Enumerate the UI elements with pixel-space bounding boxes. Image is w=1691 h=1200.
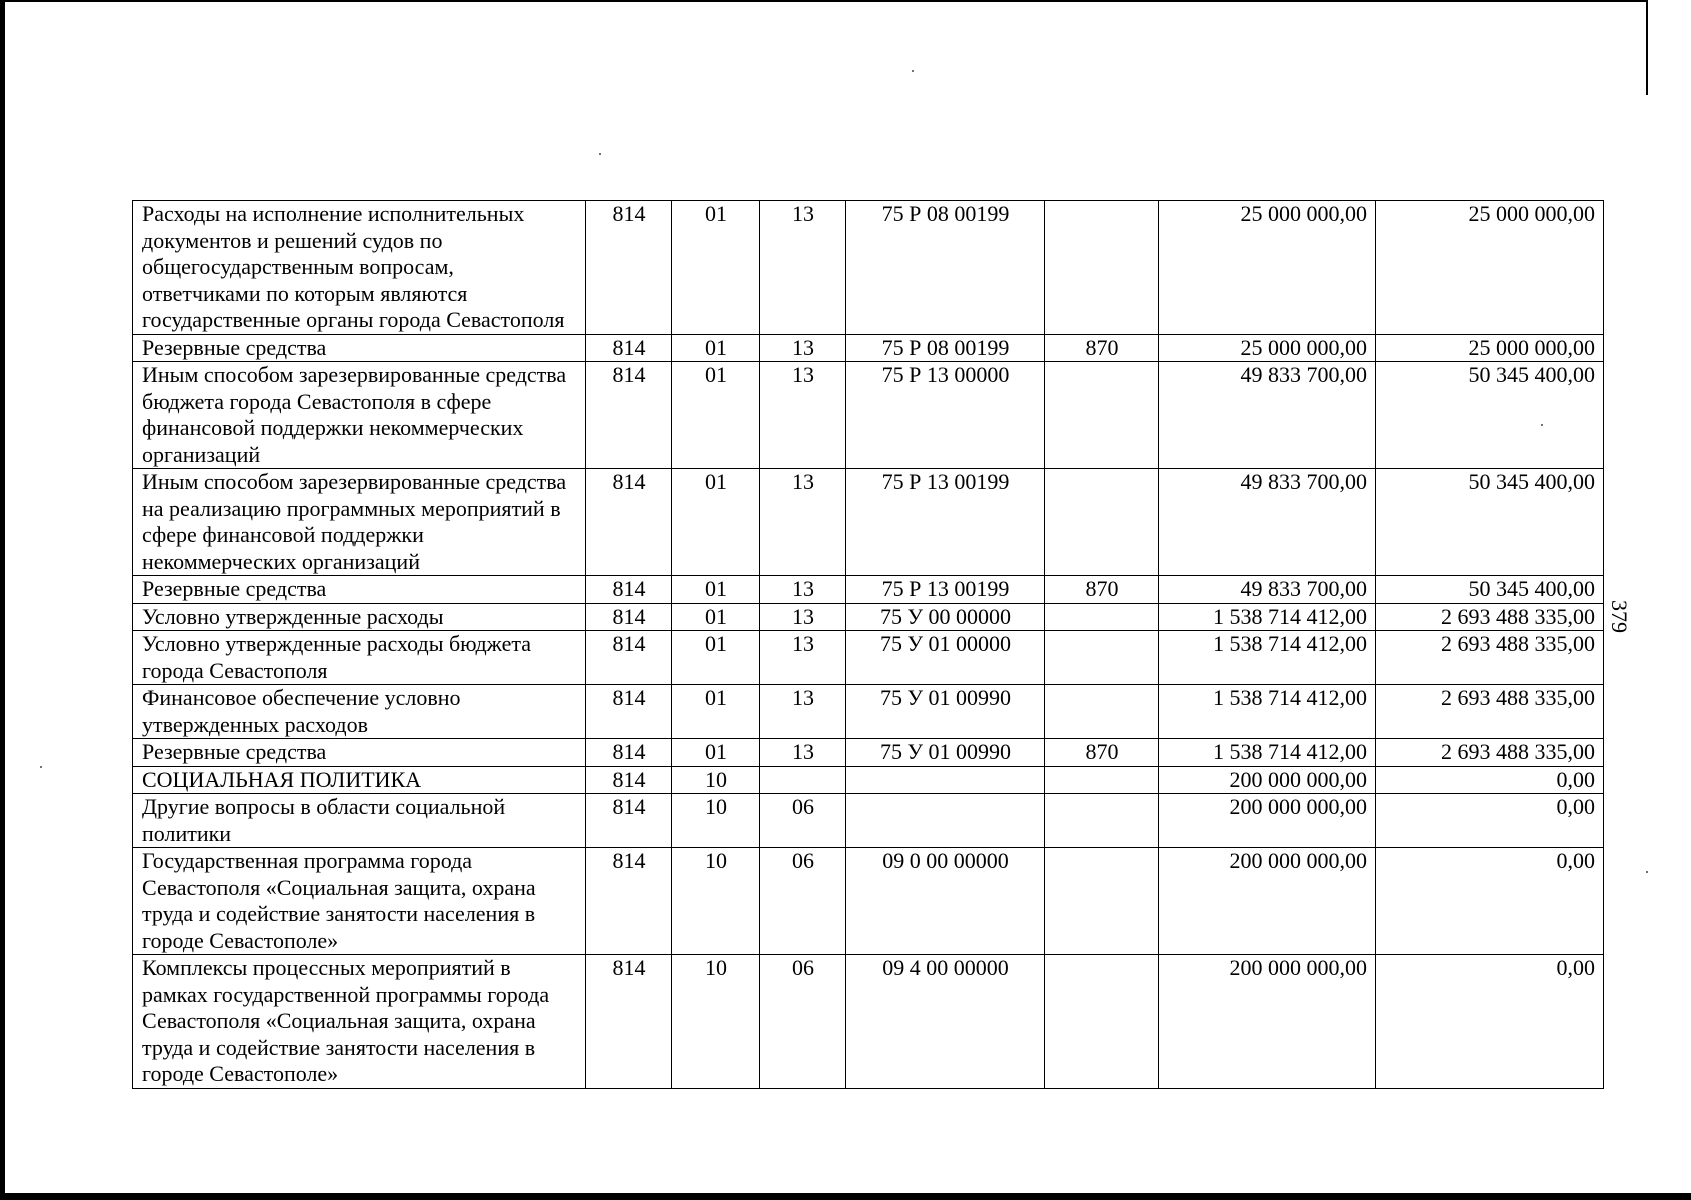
amount-year2-cell: 2 693 488 335,00 [1376,631,1604,685]
section-code-cell: 01 [672,631,760,685]
amount-year2-cell: 2 693 488 335,00 [1376,685,1604,739]
amount-year1-cell: 49 833 700,00 [1159,469,1376,576]
amount-year2-cell: 0,00 [1376,766,1604,794]
page-number: 379 [1607,600,1632,633]
amount-year2-cell: 2 693 488 335,00 [1376,739,1604,767]
table-row [133,469,1604,576]
amount-year1-cell: 200 000 000,00 [1159,766,1376,794]
amount-year2-cell: 0,00 [1376,848,1604,955]
scan-speck [599,153,601,155]
expense-type-cell: 870 [1045,739,1159,767]
amount-year1-cell: 200 000 000,00 [1159,848,1376,955]
subsection-code-cell: 13 [760,631,846,685]
amount-year1-cell: 1 538 714 412,00 [1159,603,1376,631]
ministry-code-cell: 814 [586,576,672,604]
subsection-code-cell: 06 [760,848,846,955]
subsection-code-cell: 13 [760,576,846,604]
name-cell: Иным способом зарезервированные средства бюджета города Севастополя в сфере финансовой поддержки некоммерческих организаций [133,362,586,469]
table-row [133,794,1604,848]
name-cell: Финансовое обеспечение условно утвержденных расходов [133,685,586,739]
scan-border-right [1646,0,1648,95]
section-code-cell: 01 [672,334,760,362]
name-cell: Резервные средства [133,334,586,362]
section-code-cell: 10 [672,955,760,1089]
ministry-code-cell: 814 [586,603,672,631]
subsection-code-cell: 13 [760,469,846,576]
scan-speck [40,766,42,768]
ministry-code-cell: 814 [586,794,672,848]
target-article-cell: 75 Р 08 00199 [846,201,1045,335]
name-cell: Другие вопросы в области социальной политики [133,794,586,848]
amount-year2-cell: 0,00 [1376,794,1604,848]
amount-year2-cell: 25 000 000,00 [1376,201,1604,335]
expense-type-cell [1045,362,1159,469]
target-article-cell: 75 У 01 00000 [846,631,1045,685]
expense-type-cell [1045,201,1159,335]
subsection-code-cell: 13 [760,739,846,767]
expense-type-cell [1045,631,1159,685]
ministry-code-cell: 814 [586,201,672,335]
ministry-code-cell: 814 [586,848,672,955]
target-article-cell: 75 Р 13 00000 [846,362,1045,469]
section-code-cell: 01 [672,739,760,767]
section-code-cell: 01 [672,576,760,604]
amount-year1-cell: 1 538 714 412,00 [1159,685,1376,739]
table-row [133,334,1604,362]
subsection-code-cell: 13 [760,362,846,469]
ministry-code-cell: 814 [586,362,672,469]
expense-type-cell [1045,955,1159,1089]
subsection-code-cell: 13 [760,603,846,631]
amount-year2-cell: 0,00 [1376,955,1604,1089]
name-cell: СОЦИАЛЬНАЯ ПОЛИТИКА [133,766,586,794]
subsection-code-cell: 06 [760,955,846,1089]
subsection-code-cell: 13 [760,685,846,739]
table-row [133,848,1604,955]
section-code-cell: 10 [672,848,760,955]
amount-year2-cell: 25 000 000,00 [1376,334,1604,362]
expense-type-cell: 870 [1045,576,1159,604]
budget-table [132,200,1604,1089]
subsection-code-cell: 13 [760,334,846,362]
table-row [133,685,1604,739]
section-code-cell: 01 [672,201,760,335]
target-article-cell: 09 0 00 00000 [846,848,1045,955]
amount-year1-cell: 25 000 000,00 [1159,334,1376,362]
table-row [133,739,1604,767]
scan-border-bottom [0,1193,1691,1200]
table-row [133,766,1604,794]
name-cell: Комплексы процессных мероприятий в рамках государственной программы города Севастополя «Социальная защита, охрана труда и содействие занятости населения в городе Севастополе» [133,955,586,1089]
subsection-code-cell: 13 [760,201,846,335]
name-cell: Условно утвержденные расходы бюджета города Севастополя [133,631,586,685]
section-code-cell: 01 [672,362,760,469]
table-row [133,201,1604,335]
name-cell: Резервные средства [133,739,586,767]
table-row [133,576,1604,604]
amount-year1-cell: 49 833 700,00 [1159,362,1376,469]
amount-year1-cell: 200 000 000,00 [1159,794,1376,848]
section-code-cell: 01 [672,685,760,739]
section-code-cell: 01 [672,603,760,631]
amount-year1-cell: 49 833 700,00 [1159,576,1376,604]
name-cell: Государственная программа города Севастополя «Социальная защита, охрана труда и содействие занятости населения в городе Севастополе» [133,848,586,955]
scan-border-left [0,0,5,1200]
section-code-cell: 10 [672,766,760,794]
target-article-cell: 75 У 00 00000 [846,603,1045,631]
amount-year2-cell: 2 693 488 335,00 [1376,603,1604,631]
ministry-code-cell: 814 [586,631,672,685]
section-code-cell: 10 [672,794,760,848]
name-cell: Иным способом зарезервированные средства на реализацию программных мероприятий в сфере финансовой поддержки некоммерческих организаций [133,469,586,576]
expense-type-cell: 870 [1045,334,1159,362]
scan-speck [1646,871,1648,873]
amount-year2-cell: 50 345 400,00 [1376,576,1604,604]
name-cell: Условно утвержденные расходы [133,603,586,631]
target-article-cell: 75 Р 08 00199 [846,334,1045,362]
scan-border-top [0,0,1648,2]
expense-type-cell [1045,469,1159,576]
table-row [133,955,1604,1089]
scan-speck [912,70,914,72]
amount-year1-cell: 200 000 000,00 [1159,955,1376,1089]
expense-type-cell [1045,794,1159,848]
ministry-code-cell: 814 [586,685,672,739]
section-code-cell: 01 [672,469,760,576]
subsection-code-cell: 06 [760,794,846,848]
amount-year2-cell: 50 345 400,00 [1376,469,1604,576]
amount-year1-cell: 1 538 714 412,00 [1159,631,1376,685]
expense-type-cell [1045,603,1159,631]
target-article-cell: 75 У 01 00990 [846,685,1045,739]
target-article-cell [846,766,1045,794]
ministry-code-cell: 814 [586,469,672,576]
expense-type-cell [1045,848,1159,955]
table-row [133,362,1604,469]
ministry-code-cell: 814 [586,766,672,794]
target-article-cell: 75 Р 13 00199 [846,576,1045,604]
name-cell: Расходы на исполнение исполнительных документов и решений судов по общегосударственным вопросам, ответчиками по которым являются государственные органы города Севастополя [133,201,586,335]
target-article-cell: 09 4 00 00000 [846,955,1045,1089]
table-row [133,603,1604,631]
expense-type-cell [1045,685,1159,739]
target-article-cell: 75 Р 13 00199 [846,469,1045,576]
table-row [133,631,1604,685]
amount-year2-cell: 50 345 400,00 [1376,362,1604,469]
ministry-code-cell: 814 [586,739,672,767]
ministry-code-cell: 814 [586,334,672,362]
expense-type-cell [1045,766,1159,794]
ministry-code-cell: 814 [586,955,672,1089]
target-article-cell: 75 У 01 00990 [846,739,1045,767]
name-cell: Резервные средства [133,576,586,604]
amount-year1-cell: 25 000 000,00 [1159,201,1376,335]
amount-year1-cell: 1 538 714 412,00 [1159,739,1376,767]
subsection-code-cell [760,766,846,794]
target-article-cell [846,794,1045,848]
